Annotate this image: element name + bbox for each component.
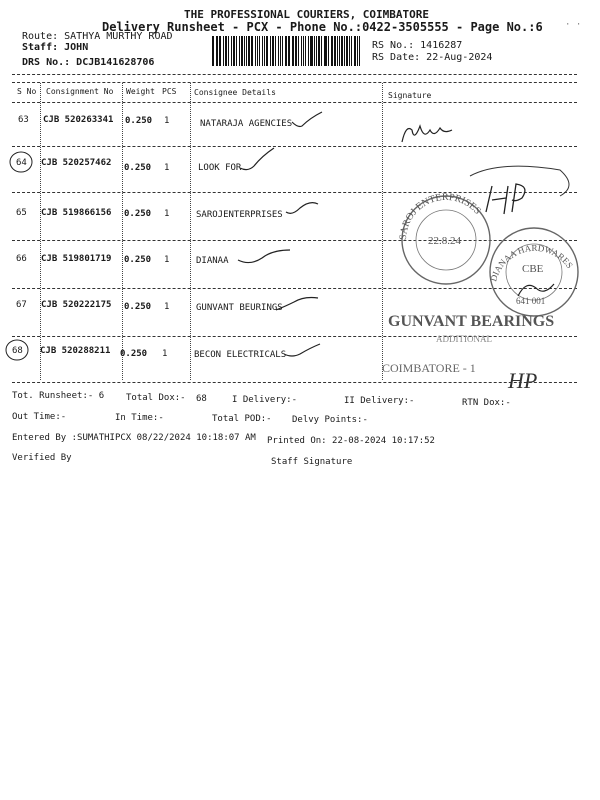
row-sno: 64 (16, 158, 27, 168)
rtn-dox: RTN Dox:- (462, 398, 511, 408)
signature-scribble (470, 166, 569, 196)
stamp-text: SAROJ ENTERPRISES (397, 191, 483, 241)
row-sno: 65 (16, 208, 27, 218)
col-header-signature: Signature (388, 91, 432, 100)
row-consignment: CJB 520257462 (41, 158, 112, 168)
row-weight: 0.250 (124, 255, 152, 265)
row-weight: 0.250 (124, 209, 152, 219)
tot-runsheet: Tot. Runsheet:- 6 (12, 391, 105, 401)
row-pcs: 1 (162, 349, 168, 359)
row-consignee: LOOK FOR (198, 163, 242, 173)
row-weight: 0.250 (125, 116, 153, 126)
signature-scribble (518, 284, 554, 296)
row-consignee: SAROJENTERPRISES (196, 210, 283, 220)
row-pcs: 1 (164, 302, 170, 312)
row-consignee: DIANAA (196, 256, 229, 266)
in-time: In Time:- (115, 413, 164, 423)
col-header-weight: Weight (126, 87, 155, 96)
row-weight: 0.250 (124, 302, 152, 312)
stamp-pin: 641 001 (516, 296, 546, 306)
row-consignment: CJB 519866156 (41, 208, 112, 218)
row-weight: 0.250 (124, 163, 152, 173)
circle-mark (6, 340, 28, 360)
total-dox-value: 68 (196, 394, 207, 404)
row-pcs: 1 (164, 116, 170, 126)
total-dox-label: Total Dox:- (126, 393, 186, 403)
circle-mark (10, 152, 32, 172)
verified-by: Verified By (12, 453, 72, 463)
checkmark-icon (286, 203, 318, 214)
staff-signature: Staff Signature (271, 457, 353, 467)
total-pod: Total POD:- (212, 414, 272, 424)
company-name: THE PROFESSIONAL COURIERS, COIMBATORE (184, 8, 430, 21)
checkmark-icon (238, 250, 290, 263)
checkmark-icon (284, 344, 320, 356)
out-time: Out Time:- (12, 412, 67, 422)
row-sno: 63 (18, 115, 29, 125)
row-weight: 0.250 (120, 349, 148, 359)
col-header-consignee: Consignee Details (194, 88, 276, 97)
row-consignee: BECON ELECTRICALS (194, 350, 287, 360)
signature-scribble (486, 184, 525, 214)
stamp-date: 22.8.24 (428, 235, 461, 247)
row-pcs: 1 (164, 209, 170, 219)
i-delivery: I Delivery:- (232, 395, 298, 405)
stamp-text: DIANAA HARDWARES (488, 242, 575, 283)
row-sno: 66 (16, 254, 27, 264)
stamp-text: COIMBATORE - 1 (382, 361, 476, 375)
row-consignment: CJB 520288211 (40, 346, 111, 356)
col-header-consignment: Consignment No (46, 87, 114, 96)
row-sno: 67 (16, 300, 27, 310)
rs-number: RS No.: 1416287 (372, 40, 463, 51)
stamp-text: GUNVANT BEARINGS (388, 313, 555, 330)
route-label: Route: SATHYA MURTHY ROAD (22, 31, 173, 42)
col-header-sno: S No (17, 87, 37, 96)
stamp-text: ADDITIONAL (436, 334, 492, 344)
corner-mark: · · (565, 20, 582, 30)
delvy-points: Delvy Points:- (292, 415, 368, 425)
row-consignee: NATARAJA AGENCIES (200, 119, 293, 129)
signature-initials: HP (508, 368, 538, 393)
drs-number: DRS No.: DCJB141628706 (22, 57, 155, 68)
staff-label: Staff: JOHN (22, 42, 89, 53)
signature-scribble (402, 126, 452, 142)
row-consignment: CJB 519801719 (41, 254, 112, 264)
rs-date: RS Date: 22-Aug-2024 (372, 52, 493, 63)
ii-delivery: II Delivery:- (344, 396, 415, 406)
checkmark-icon (292, 112, 322, 127)
stamp-city: CBE (522, 263, 544, 275)
printed-on: Printed On: 22-08-2024 10:17:52 (267, 436, 435, 446)
row-consignment: CJB 520222175 (41, 300, 112, 310)
checkmark-icon (240, 148, 274, 170)
checkmark-icon (276, 298, 318, 311)
col-header-pcs: PCS (162, 87, 177, 96)
runsheet-title: Delivery Runsheet - PCX - Phone No.:0422-3505555 - Page No.:6 (102, 20, 543, 34)
row-sno: 68 (12, 346, 23, 356)
row-consignment: CJB 520263341 (43, 115, 114, 125)
row-pcs: 1 (164, 255, 170, 265)
row-pcs: 1 (164, 163, 170, 173)
entered-by: Entered By :SUMATHIPCX 08/22/2024 10:18:07 AM (12, 433, 256, 443)
row-consignee: GUNVANT BEURINGS (196, 303, 283, 313)
